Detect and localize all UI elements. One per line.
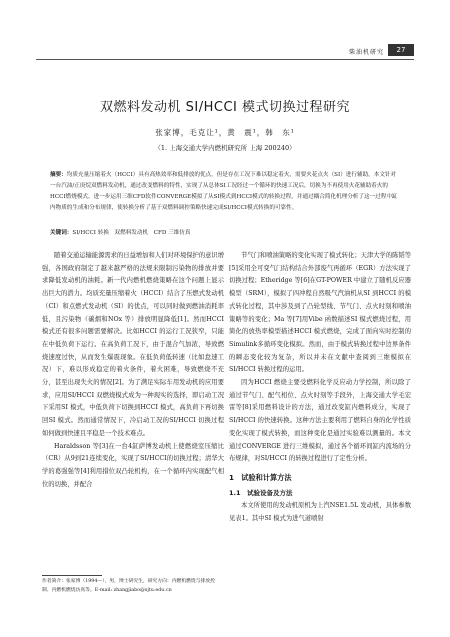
header-rule: [36, 59, 414, 60]
author-list: 张家博，毛克让¹，黄 震¹，韩 东¹: [155, 128, 295, 137]
affiliation: （1. 上海交通大学内燃机研究所 上海 200240）: [154, 144, 296, 152]
author-footnote: 作者简介：张家博（1994—），男，博士研究生，研究方向：内燃机燃烧与排放控制、内燃机燃烧仿真等。E-mail: zhangjiabo@sjtu.edu.cn: [42, 579, 215, 593]
right-column: [229, 250, 411, 526]
keywords-text: SI/HCCI 转换 双燃料发动机 CFD 三维仿真: [72, 230, 191, 236]
section-heading: 1 试验和计算方法: [229, 472, 292, 482]
running-header: [36, 44, 414, 58]
journal-name: 柴油机研究: [348, 49, 384, 56]
left-column: [42, 250, 224, 491]
abstract-text: 均质充量压缩着火（HCCI）具有高热效率和低排放的优点，但是存在工况下难以稳定着火，需要火花点火（SI）进行辅助。本文针对一台汽油/正庚烷双燃料发动机，通过改变燃料的特性，实现了从总体SI工况经过一个循环的快速工况后，切换为不再使用火花辅助着火的HCCI燃烧模式。进一步运用三维CFD软件CONVERGE模拟了从SI模式到HCCI模式的转换过程，并通过耦合简化机理分析了这一过程中缸内物质的生成和分布规律，使转换分析了基于双燃料调控策略快速完成SI/HCCI模式转换的可靠性。: [50, 172, 398, 211]
paper-title: 双燃料发动机 SI/HCCI 模式切换过程研究: [100, 100, 350, 115]
abstract: [50, 170, 400, 214]
body-paragraph: 节气门和喷油策略的变化实现了模式转化；天津大学的陈韬等[5]采用全可变气门结构结合外部废气再循环（EGR）方法实现了切换过程；Etheridge 等[6]在GT-POWER 中建立了随机反应器模型（SRM），模拟了四冲程自然吸气汽油机从SI 到HCCI 的模式转化过程，其中涉及到了凸轮型线、节气门、点火时刻和喷油策略等的变化；Ma 等[7]用Vibe 函数描述SI 模式燃烧过程，用简化的放热率模型描述HCCI 模式燃烧，完成了面向实时控制的Simulink多循环变化模拟。然而，由于模式转换过程中边界条件的瞬态变化较为复杂，所以并未在文献中查阅到三维模拟在SI/HCCI 转换过程的运用。: [229, 252, 412, 374]
keywords-label: 关键词：: [50, 230, 73, 236]
subsection-heading: 1.1 试验设备及方法: [229, 488, 293, 497]
body-paragraph: 因为HCCI 燃烧主要受燃料化学反应动力学控制，所以除了通过节气门、配气相位、点火时刻等手段外，上海交通大学毛宏雷等[8]采用燃料设计的方法，通过改变缸内燃料成分，实现了SI/HCCI 的快速转换。这种方法主要利用了燃料自身的化学性质变化实现了模式转换，而这种变化是通过实验难以测量的。本文通过CONVERGE 进行三维模拟，通过各个循环间缸内流场的分布规律，对SI/HCCI 的转换过程进行了定性分析。: [229, 379, 411, 463]
abstract-label: 摘要：: [50, 172, 67, 178]
body-paragraph: Haraldsson 等[3]在一台4缸萨博发动机上使燃烧室压缩比（CR）从9到21连续变化，实现了SI/HCCI的切换过程；清华大学的葛强强等[4]利用措位双凸轮机构，在一个循环内实现配气相位的切换，并配合: [42, 442, 224, 488]
page-number: 27: [388, 44, 414, 56]
keywords: [50, 228, 400, 239]
body-paragraph: 本文所使用的发动机原机为上汽NSE1.5L 发动机，具体参数见表1。其中SI 模式为进气道喷射: [229, 502, 411, 523]
footnote-rule: [42, 575, 102, 576]
body-paragraph: 随着交通运输能源需求的日益增加和人们对环境保护的意识增强，各国政府制定了越来越严格的法规来限制污染物的排放并要求降低发动机的油耗。新一代内燃机燃烧策略在这个问题上显示出巨大的潜力。均质充量压缩着火（HCCI）结合了压燃式发动机（CI）和点燃式发动机（SI）的优点，可以同时做到燃油消耗率低，且污染物（碳烟和NOx 等）排放明显降低[1]。然而HCCI 模式还有很多问题需要解决。比如HCCI 的运行工况狭窄，只能在中低负荷下运行。在高负荷工况下，由于混合气加浓，导致燃烧速度过快，从而发生爆震现象。在低负荷低转速（比如怠速工况）下，难以形成稳定的着火条件，着火困难，导致燃烧不充分，甚至出现失火的情况[2]。为了满足实际车用发动机的应用要求，应用SI/HCCI 双燃烧模式成为一种现实的选择，即启动工况下采用SI 模式，中低负荷下切换到HCCI 模式，高负荷下再切换回SI 模式。然而通常情况下，冷启动工况的SI/HCCI 切换过程如何做到快速且平稳是一个技术难点。: [42, 252, 225, 437]
